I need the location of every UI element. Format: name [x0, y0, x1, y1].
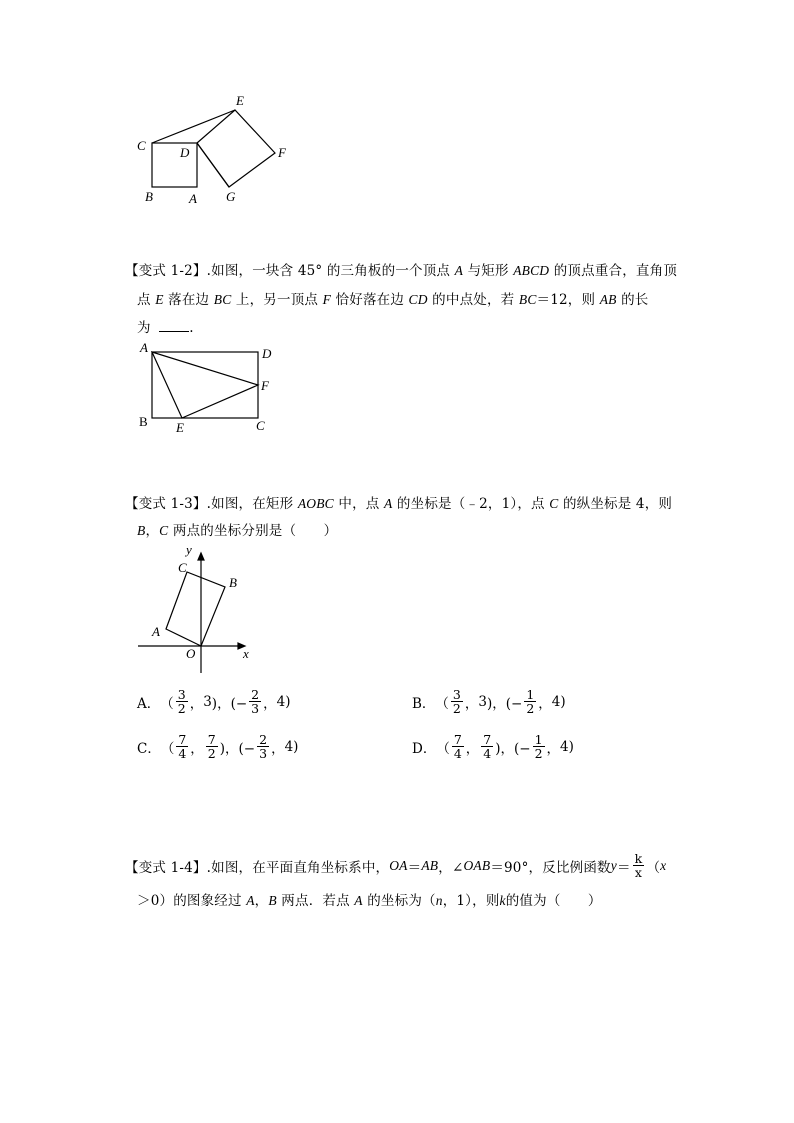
label-e: E [236, 93, 244, 108]
label-d: D [262, 346, 272, 361]
choice-a[interactable]: A． （ $\frac{3}{2}$ ， 3 )，(− $\frac{2}{3}$ ， 4 ) [137, 687, 291, 716]
segment-ce [152, 110, 235, 143]
q13-line-1: 【变式 1-3】.如图，在矩形 AOBC 中，点 A 的坐标是（﹣2，1），点 C 的纵坐标是 4，则 [125, 496, 673, 512]
fraction-k-over-x: $\frac{k}{x}$ [634, 851, 643, 880]
triangle-aef [152, 352, 258, 418]
label-c: C [256, 418, 265, 433]
label-f: F [261, 378, 269, 393]
q14-line-2: ＞0）的图象经过 A，B 两点．若点 A 的坐标为（n，1），则k的值为（ ） [137, 893, 602, 909]
y-axis-arrow [198, 553, 204, 560]
q12-line-1: 【变式 1-2】.如图，一块含 45° 的三角板的一个顶点 A 与矩形 ABCD 的顶点重合，直角顶 [125, 263, 678, 279]
q12-tag: 【变式 1-2】. [125, 263, 212, 279]
rectangle-aobc [166, 572, 225, 646]
square-defg [197, 110, 275, 187]
choice-b[interactable]: B． （ $\frac{3}{2}$ ， 3 )，(− $\frac{1}{2}$ ， 4 ) [412, 687, 566, 716]
label-f: F [278, 145, 286, 160]
label-a: A [189, 191, 197, 206]
q13-line-2: B，C 两点的坐标分别是（ ） [137, 523, 338, 539]
label-d: D [180, 145, 190, 160]
label-e: E [176, 420, 184, 435]
fraction: $\frac{1}{2}$ [526, 687, 535, 716]
label-c: C [178, 560, 187, 575]
fraction: $\frac{7}{4}$ [178, 732, 187, 761]
fraction: $\frac{1}{2}$ [534, 732, 543, 761]
fraction: $\frac{7}{2}$ [207, 732, 216, 761]
segment-dg [197, 143, 229, 187]
figure-1 [0, 0, 794, 230]
label-o: O [186, 646, 196, 661]
fraction: $\frac{2}{3}$ [251, 687, 260, 716]
label-a: A [152, 624, 160, 639]
fraction: $\frac{2}{3}$ [259, 732, 268, 761]
q12-line-2: 点 E 落在边 BC 上，另一顶点 F 恰好落在边 CD 的中点处，若 BC＝12，则 AB 的长 [137, 292, 649, 308]
label-b: B [139, 414, 148, 429]
square-abcd [152, 143, 197, 187]
label-g: G [226, 189, 236, 204]
fraction: $\frac{3}{2}$ [177, 687, 186, 716]
label-a: A [140, 340, 148, 355]
q12-line-3: 为 . [137, 320, 194, 336]
q12-figure [0, 330, 794, 440]
choice-c[interactable]: C． （ $\frac{7}{4}$ ， $\frac{7}{2}$ )，(− $\frac{2}{3}$ ， 4 ) [137, 732, 299, 761]
q13-tag: 【变式 1-3】. [125, 496, 212, 512]
choice-d[interactable]: D． （ $\frac{7}{4}$ ， $\frac{7}{4}$ )，(− $\frac{1}{2}$ ， 4 ) [412, 732, 574, 761]
label-b: B [145, 189, 153, 204]
label-x: x [243, 646, 249, 661]
label-c: C [137, 138, 146, 153]
label-y: y [186, 542, 192, 557]
fraction: $\frac{3}{2}$ [452, 687, 461, 716]
label-b: B [229, 575, 237, 590]
q14-tag: 【变式 1-4】. [125, 859, 212, 876]
q14-line-1: 【变式 1-4】. 如图，在平面直角坐标系中， OA ＝ AB ，∠ OAB ＝90°，反比例函数 y ＝ $\frac{k}{x}$ （ x [125, 851, 667, 880]
fraction: $\frac{7}{4}$ [483, 732, 492, 761]
q13-figure [0, 540, 794, 680]
fraction: $\frac{7}{4}$ [453, 732, 462, 761]
